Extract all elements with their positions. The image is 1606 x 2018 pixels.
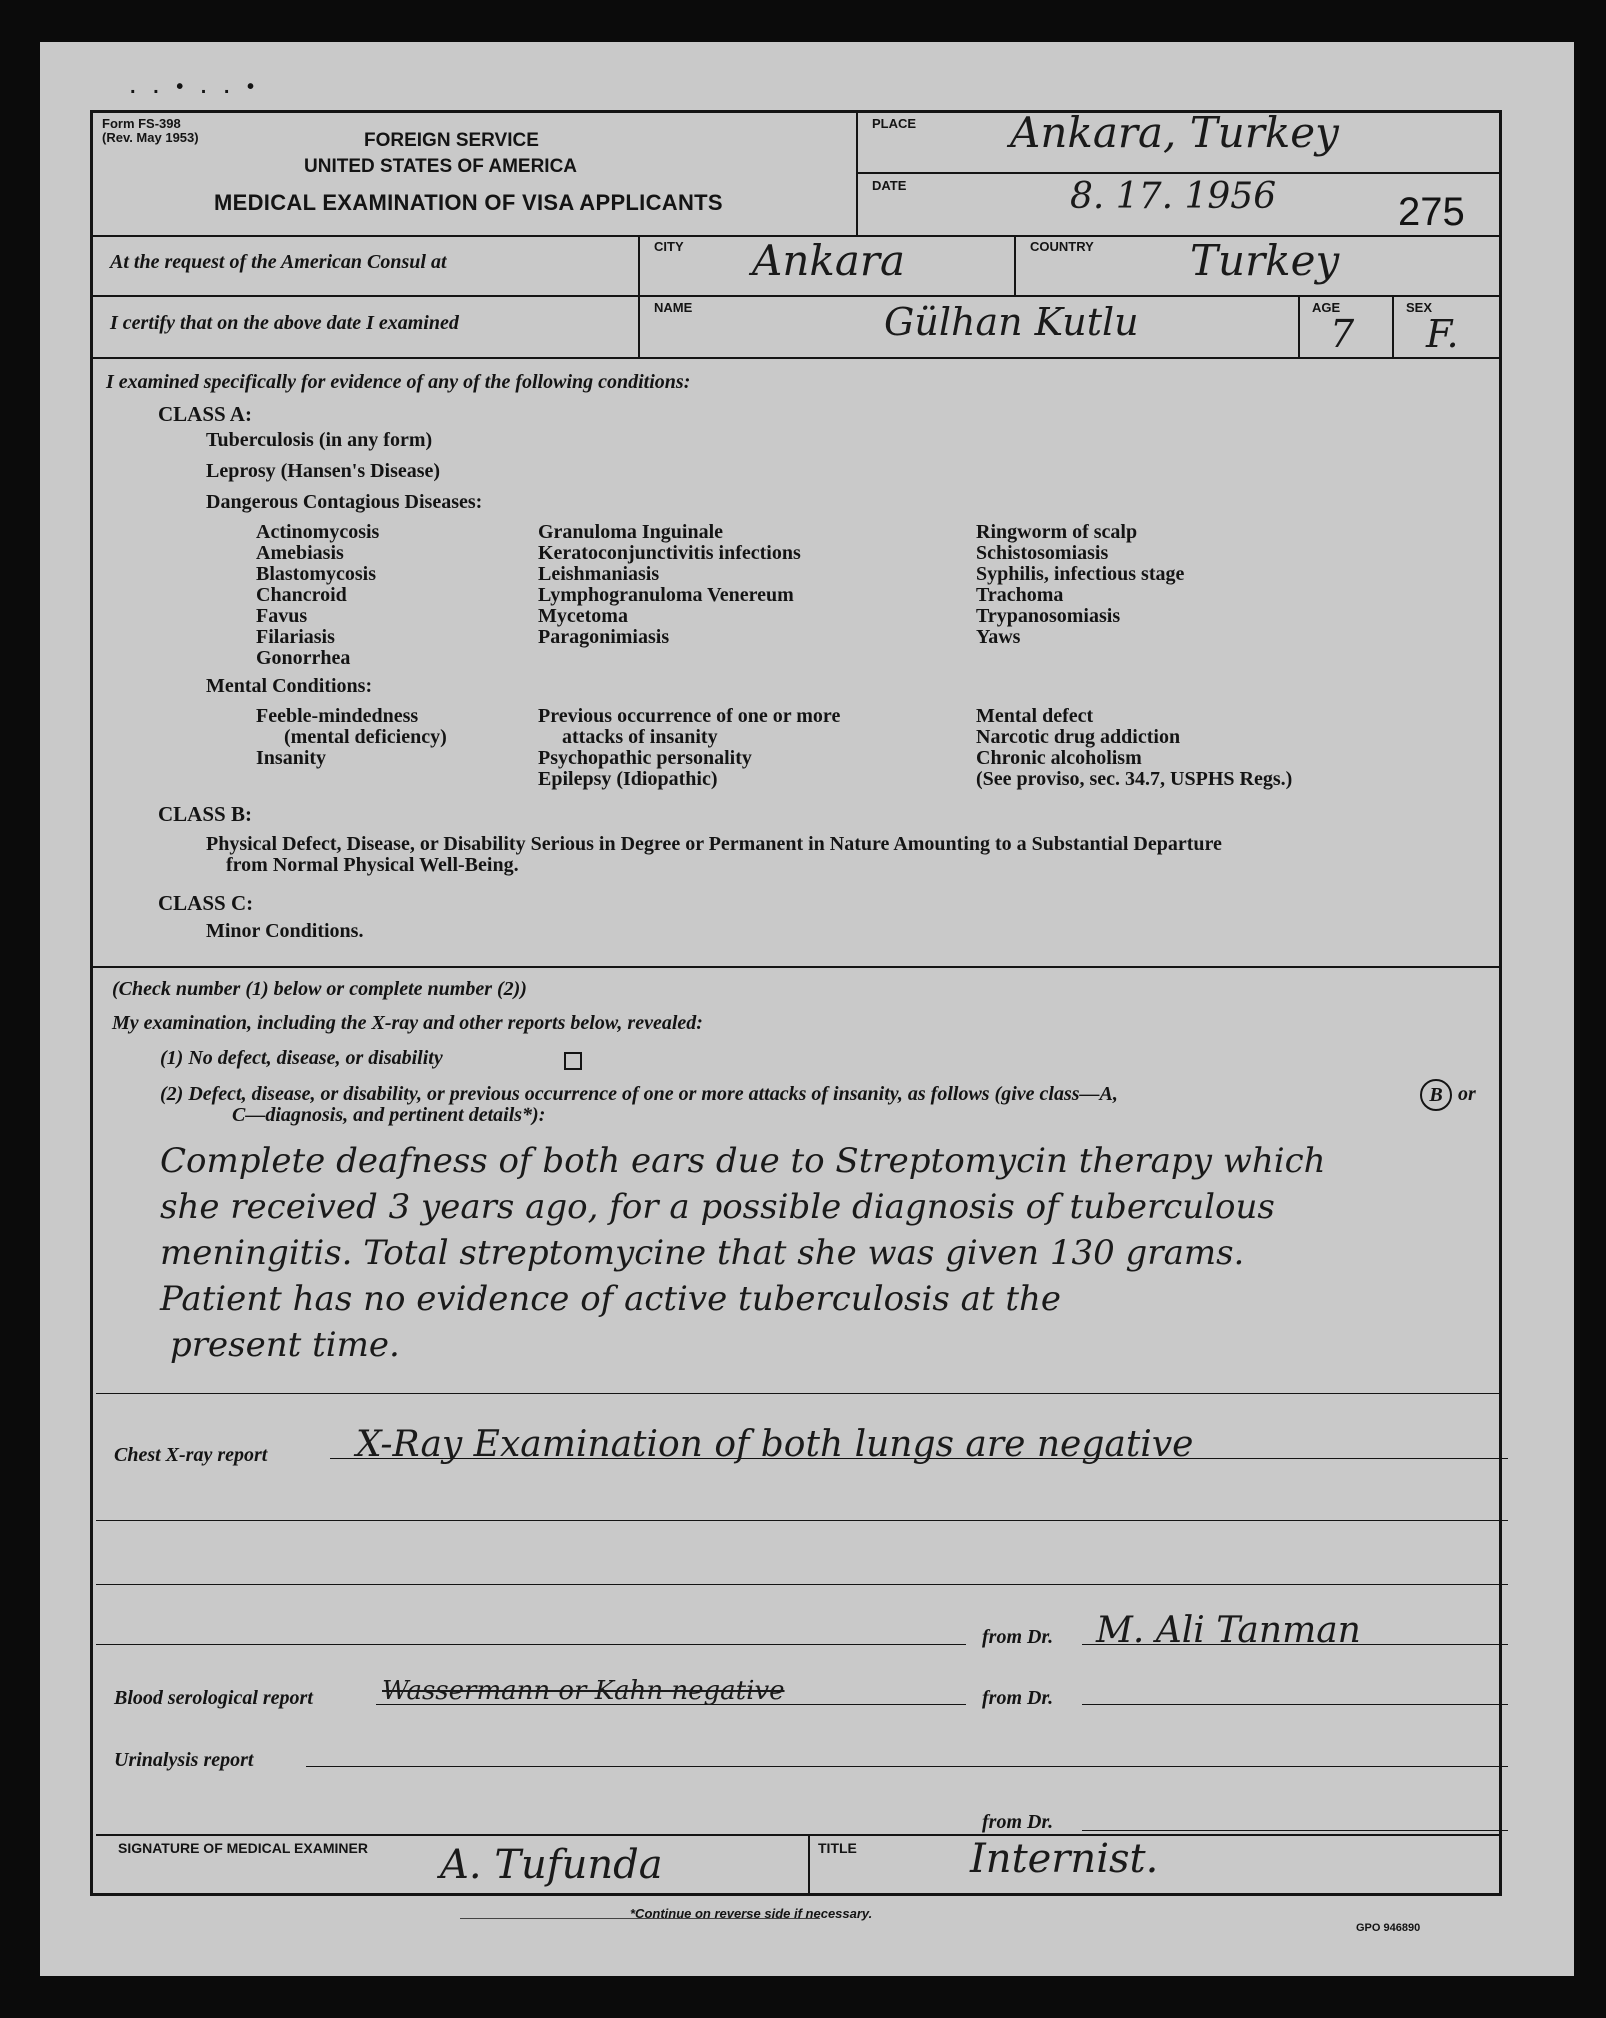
stray-marks: . . • . . •: [130, 76, 261, 98]
city-label: CITY: [654, 239, 684, 254]
country-heading: UNITED STATES OF AMERICA: [304, 156, 578, 177]
applicant-name: Gülhan Kutlu: [884, 300, 1139, 344]
sex-label: SEX: [1406, 300, 1433, 315]
mental-item: (See proviso, sec. 34.7, USPHS Regs.): [976, 768, 1293, 790]
tuberculosis-item: Tuberculosis (in any form): [206, 429, 433, 451]
request-bottom-rule: [90, 295, 1502, 297]
diagnosis-line: present time.: [170, 1325, 400, 1365]
disease-item: Paragonimiasis: [538, 626, 670, 648]
blood-dr-line: [1082, 1704, 1508, 1705]
chest-from-dr-label: from Dr.: [982, 1626, 1054, 1648]
diagnosis-line: Patient has no evidence of active tuberculosis at the: [160, 1279, 1062, 1319]
date-value: 8. 17. 1956: [1070, 176, 1277, 217]
place-date-divider: [856, 172, 1502, 174]
option-2-label: (2) Defect, disease, or disability, or previous occurrence of one or more attacks of insanity, as follows (give class—A,: [160, 1083, 1118, 1105]
mental-column-3: [976, 706, 1292, 790]
disease-item: Amebiasis: [256, 542, 344, 564]
disease-item: Syphilis, infectious stage: [976, 563, 1185, 585]
diagnosis-line: Complete deafness of both ears due to Streptomycin therapy which: [160, 1141, 1326, 1181]
mental-item: Narcotic drug addiction: [976, 726, 1181, 748]
chest-doctor-name: M. Ali Tanman: [1096, 1610, 1361, 1651]
diagnosis-handwritten: [160, 1138, 1326, 1368]
city-country-divider: [1014, 235, 1016, 295]
class-b-circled: B: [1420, 1079, 1452, 1111]
conditions-bottom-rule: [90, 966, 1502, 968]
disease-item: Gonorrhea: [256, 647, 351, 669]
name-label: NAME: [654, 300, 693, 315]
mental-item: Previous occurrence of one or more: [538, 705, 841, 727]
age-sex-divider: [1392, 295, 1394, 357]
sex-value: F.: [1426, 312, 1459, 356]
agency-name: FOREIGN SERVICE: [364, 130, 539, 151]
option-2-or: or: [1458, 1083, 1476, 1105]
request-text: At the request of the American Consul at: [110, 251, 447, 273]
mental-item: Mental defect: [976, 705, 1094, 727]
continue-note: *Continue on reverse side if necessary.: [630, 1906, 873, 1921]
disease-item: Trachoma: [976, 584, 1064, 606]
mental-item: Chronic alcoholism: [976, 747, 1142, 769]
signature-divider: [808, 1834, 810, 1896]
mental-column-2: [538, 706, 840, 790]
country-value: Turkey: [1190, 236, 1340, 285]
class-b-description: Physical Defect, Disease, or Disability Serious in Degree or Permanent in Nature Amounting to a Substantial Departure: [206, 833, 1222, 855]
mental-item: Epilepsy (Idiopathic): [538, 768, 718, 790]
mental-item: attacks of insanity: [562, 726, 718, 748]
check-instruction: (Check number (1) below or complete number (2)): [112, 978, 527, 1000]
title-label: TITLE: [818, 1840, 857, 1856]
disease-item: Ringworm of scalp: [976, 521, 1138, 543]
dangerous-diseases-heading: Dangerous Contagious Diseases:: [206, 491, 483, 513]
form-revision: (Rev. May 1953): [102, 130, 199, 145]
chest-xray-line-4: [96, 1644, 966, 1645]
examiner-signature: A. Tufunda: [440, 1842, 663, 1888]
urinalysis-line: [306, 1766, 1508, 1767]
disease-item: Leishmaniasis: [538, 563, 660, 585]
disease-column-2: [538, 522, 801, 648]
place-value: Ankara, Turkey: [1010, 108, 1339, 157]
chest-xray-line-2: [96, 1520, 1508, 1521]
leprosy-item: Leprosy (Hansen's Disease): [206, 460, 441, 482]
class-a-heading: CLASS A:: [158, 402, 252, 426]
disease-item: Filariasis: [256, 626, 335, 648]
blood-report-label: Blood serological report: [114, 1687, 313, 1709]
no-defect-checkbox[interactable]: [564, 1052, 582, 1070]
disease-item: Keratoconjunctivitis infections: [538, 542, 801, 564]
disease-item: Blastomycosis: [256, 563, 376, 585]
examiner-title: Internist.: [970, 1836, 1159, 1882]
chest-xray-value: X-Ray Examination of both lungs are negative: [356, 1424, 1194, 1465]
class-b-heading: CLASS B:: [158, 802, 252, 826]
country-label: COUNTRY: [1030, 239, 1094, 254]
form-title: MEDICAL EXAMINATION OF VISA APPLICANTS: [214, 190, 723, 215]
city-value: Ankara: [752, 236, 905, 285]
mental-item: Psychopathic personality: [538, 747, 752, 769]
mental-conditions-heading: Mental Conditions:: [206, 675, 373, 697]
blood-from-dr-label: from Dr.: [982, 1687, 1054, 1709]
disease-item: Favus: [256, 605, 308, 627]
certify-bottom-rule: [90, 357, 1502, 359]
mental-item: Feeble-mindedness: [256, 705, 419, 727]
disease-item: Lymphogranuloma Venereum: [538, 584, 794, 606]
mental-column-1: [256, 706, 447, 769]
signature-label: SIGNATURE OF MEDICAL EXAMINER: [118, 1840, 368, 1856]
certify-text: I certify that on the above date I examined: [110, 312, 459, 334]
disease-item: Granuloma Inguinale: [538, 521, 724, 543]
class-b-description-cont: from Normal Physical Well-Being.: [226, 854, 519, 876]
diagnosis-line: she received 3 years ago, for a possible diagnosis of tuberculous: [160, 1187, 1275, 1227]
urinalysis-from-dr-label: from Dr.: [982, 1811, 1054, 1833]
disease-item: Chancroid: [256, 584, 347, 606]
disease-item: Trypanosomiasis: [976, 605, 1121, 627]
disease-item: Yaws: [976, 626, 1021, 648]
urinalysis-label: Urinalysis report: [114, 1749, 254, 1771]
place-label: PLACE: [872, 116, 917, 131]
mental-item: Insanity: [256, 747, 327, 769]
gpo-code: GPO 946890: [1356, 1922, 1421, 1934]
option-1-label: (1) No defect, disease, or disability: [160, 1047, 443, 1069]
age-label: AGE: [1312, 300, 1341, 315]
form-number: Form FS-398: [102, 116, 181, 131]
blood-report-value: Wassermann or Kahn negative: [382, 1676, 785, 1706]
name-age-divider: [1298, 295, 1300, 357]
chest-xray-label: Chest X-ray report: [114, 1444, 268, 1466]
date-label: DATE: [872, 178, 907, 193]
disease-item: Mycetoma: [538, 605, 628, 627]
revealed-text: My examination, including the X-ray and other reports below, revealed:: [112, 1012, 703, 1034]
class-c-description: Minor Conditions.: [206, 920, 364, 942]
diagnosis-line: meningitis. Total streptomycine that she was given 130 grams.: [160, 1233, 1245, 1273]
disease-item: Actinomycosis: [256, 521, 380, 543]
age-value: 7: [1330, 312, 1355, 356]
urinalysis-dr-line: [1082, 1830, 1508, 1831]
chest-xray-line-3: [96, 1584, 1508, 1585]
disease-item: Schistosomiasis: [976, 542, 1109, 564]
disease-column-1: [256, 522, 379, 669]
mental-item: (mental deficiency): [284, 726, 447, 748]
class-c-heading: CLASS C:: [158, 891, 254, 915]
findings-bottom-rule: [96, 1393, 1502, 1394]
conditions-intro: I examined specifically for evidence of any of the following conditions:: [106, 371, 691, 393]
signature-top-rule: [96, 1834, 1502, 1836]
disease-column-3: [976, 522, 1184, 648]
document-number: 275: [1398, 190, 1465, 234]
option-2-label-cont: C—diagnosis, and pertinent details*):: [232, 1104, 546, 1126]
